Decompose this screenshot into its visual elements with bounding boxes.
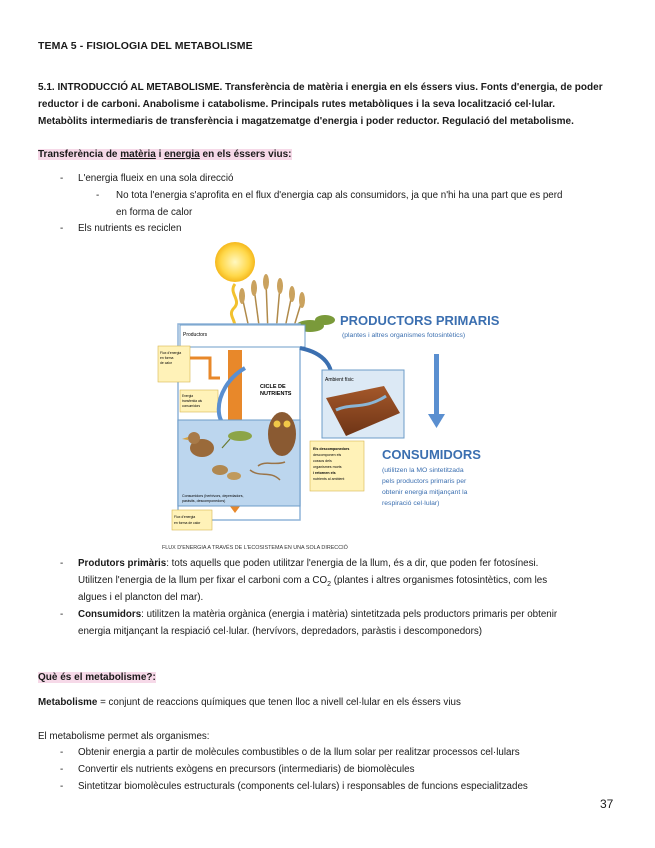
productors-line-2a: Utilitzen l'energia de la llum per fixar el carboni com a CO — [78, 575, 328, 586]
consumidors-sub-1: (utilitzen la MO sintetitzada — [382, 467, 464, 474]
intro-line-2: reductor i de carboni. Anabolisme i catabolisme. Principals rutes metabòliques i la seva localització cel·lular. — [38, 99, 556, 110]
consumers-box-label-2: paràsits, descomponedors) — [182, 499, 226, 503]
metabolisme-intro: El metabolisme permet als organismes: — [38, 731, 210, 742]
page-number: 37 — [600, 797, 614, 811]
subbullet-line-2: en forma de calor — [116, 207, 193, 218]
heading-part-energia: energia — [164, 149, 200, 160]
bullet-productors-line-1 — [78, 555, 538, 572]
consumers-box-label-1: Consumidors (herbívors, depredadors, — [182, 494, 244, 498]
decomposers-label-5: i retornen els — [313, 471, 336, 475]
down-arrow-head — [428, 414, 445, 428]
productors-title: PRODUCTORS PRIMARIS — [340, 313, 500, 328]
productors-subtitle: (plantes i altres organismes fotosintètics) — [342, 332, 466, 339]
bullet-productors-line-3: algues i el plancton del mar). — [78, 592, 204, 603]
productors-box-label: Productors — [183, 332, 208, 338]
section-heading-metabolisme — [38, 671, 156, 685]
consumidors-def: : utilitzen la matèria orgànica (energia i matèria) sintetitzada pels productors primaris per obtenir — [141, 609, 558, 620]
consumidors-sub-4: respiració cel·lular) — [382, 500, 440, 507]
heading-part-c: i — [155, 149, 165, 160]
heading-part-materia: matèria — [120, 149, 156, 160]
page-title: TEMA 5 - FISIOLOGIA DEL METABOLISME — [38, 40, 253, 52]
heat-flux-label-3: de calor — [160, 361, 173, 365]
decomposers-label-1: Els descomponedors — [313, 447, 350, 451]
energy-transfer-label-3: consumidors — [182, 404, 201, 408]
heat-flux-box-bottom — [172, 510, 212, 530]
heat-flux-bottom-label-2: en forma de calor — [174, 521, 201, 525]
list-item-text: Convertir els nutrients exògens en precursors (intermediaris) de biomolècules — [78, 764, 415, 775]
consumidors-term: Consumidors — [78, 609, 142, 620]
heading-part-e: en els éssers vius: — [199, 149, 292, 160]
consumidors-title: CONSUMIDORS — [382, 447, 481, 462]
bullet-consumidors-line-2: energia mitjançant la respiació cel·lular. (hervívors, depredadors, paràstis i descomponedors) — [78, 626, 483, 637]
energy-flow-figure — [150, 238, 510, 552]
sunlight-ray-icon — [231, 284, 236, 330]
intro-line-1 — [38, 79, 616, 96]
bullet-text: Els nutrients es reciclen — [78, 223, 182, 234]
consumidors-sub-2: pels productors primaris per — [382, 478, 467, 485]
owl-icon — [268, 412, 296, 456]
heat-flux-label-1: Flux d'energia — [160, 351, 182, 355]
metabolisme-def: = conjunt de reaccions químiques que tenen lloc a nivell cel·lular en els éssers vius — [97, 697, 461, 708]
metabolisme-definition — [38, 694, 461, 711]
productors-term: Produtors primàris — [78, 558, 167, 569]
decomposers-label-3: cossos dels — [313, 459, 332, 463]
consumidors-sub-3: obtenir energia mitjançant la — [382, 489, 468, 496]
section-heading-transferencia — [38, 148, 292, 162]
bullet-text: L'energia flueix en una sola direcció — [78, 173, 234, 184]
list-item-text: Obtenir energia a partir de molècules combustibles o de la llum solar per realitzar processos cel·lulars — [78, 747, 520, 758]
subbullet-line-1: No tota l'energia s'aprofita en el flux d'energia cap als consumidors, ja que n'hi ha una part que es perd — [116, 190, 563, 201]
wheat-heads-icon — [239, 274, 305, 308]
intro-line-3: Metabòlits intermediaris de transferència i magatzematge d'energia i poder reductor. Regulació del metabolisme. — [38, 116, 574, 127]
down-arrow-shaft — [434, 354, 439, 416]
document-page: TEMA 5 - FISIOLOGIA DEL METABOLISME 5.1. INTRODUCCIÓ AL METABOLISME. Transferència de matèria i energia en els éssers vius. Fonts d'energia, de poder reductor i de carboni. Anabolisme i catabolisme. Principals rutes metabòliques i la seva localització cel·lular. Metabòlits intermediaris de transferència i magatzematge d'energia i poder reductor. Regulació del metabolisme. Transferència de matèria i energia en els éssers vius: - L'energia flueix en una sola direcció - No tota l'energia s'aprofita en el flux d'energia cap als consumidors, ja que n'hi ha una part que es perd en forma de calor - Els nutrients es reciclen Productors Flux d'energia en forma de calor Energia transferida als consumidors CICLE DE NUTRIENTS Ambient físic Consumidors (herbívors, depredadors, paràsits, descomponedors) Els descomponedors descomponen els cossos dels organismes morts i retornen els nutrients al ambient Flux d'energia en forma de calor FLUX D'ENERGIA A TRAVÉS DE L'ECOSISTEMA EN UNA SOLA DIRECCIÓ PRODUCTORS PRIMARIS (plantes i altres organismes fotosintètics) CONSUMIDORS (utilitzen la MO sintetitzada pels productors primaris per obtenir energia mitjançant la respiració cel·lular) - Produtors primàris: tots aquells que poden utilitzar l'energia de la llum, és a dir, que poden fer fotosínesi. Utilitzen l'energia de la llum per fixar el carboni com a $CO_2$ (plantes i altres organismes fotosintètics, com les algues i el plancton del mar). - Consumidors: utilitzen la matèria orgànica (energia i matèria) sintetitzada pels productors primaris per obtenir energia mitjançant la respiació cel·lular. (hervívors, depredadors, paràstis i descomponedors) Què és el metabolisme?: Metabolisme = conjunt de reaccions químiques que tenen lloc a nivell cel·lular en els éssers vius El metabolisme permet als organismes: - Obtenir energia a partir de molècules combustibles o de la llum solar per realitzar processos cel·lulars - Convertir els nutrients exògens en precursors (intermediaris) de biomolècules - Sintetitzar biomolècules estructurals (components cel·lulars) i responsables de funcions especialitzades 37 — [0, 0, 655, 848]
ambient-fisic-label: Ambient físic — [325, 377, 354, 383]
energy-transfer-label-1: Energia — [182, 394, 193, 398]
heat-flux-label-2: en forma — [160, 356, 174, 360]
heat-arrow-top — [190, 358, 220, 378]
energy-transfer-label-2: transferida als — [182, 399, 203, 403]
decomposers-label-4: organismes morts — [313, 465, 342, 469]
figure-caption: FLUX D'ENERGIA A TRAVÉS DE L'ECOSISTEMA EN UNA SOLA DIRECCIÓ — [162, 545, 348, 551]
co2-subscript: 2 — [327, 580, 331, 588]
productors-line-2b: (plantes i altres organismes fotosintètics, com les — [330, 575, 548, 586]
cicle-label-2: NUTRIENTS — [260, 391, 292, 397]
heading-metabolisme-text: Què és el metabolisme?: — [38, 672, 156, 683]
intro-line-1-rest: Transferència de matèria i energia en els éssers vius. Fonts d'energia, de poder — [222, 82, 603, 93]
decomposers-label-2: descomponen els — [313, 453, 342, 457]
intro-paragraph — [38, 79, 616, 130]
heat-flux-bottom-label-1: Flux d'energia — [174, 515, 196, 519]
subbullet-text — [116, 187, 616, 221]
metabolisme-term: Metabolisme — [38, 697, 98, 708]
list-item-text: Sintetitzar biomolècules estructurals (components cel·lulars) i responsables de funcions especialitzades — [78, 781, 528, 792]
cicle-label-1: CICLE DE — [260, 384, 286, 390]
decomposers-label-6: nutrients al ambient — [313, 477, 345, 481]
sun-icon — [215, 242, 255, 282]
productors-def: : tots aquells que poden utilitzar l'energia de la llum, és a dir, que poden fer fotosínesi. — [166, 558, 539, 569]
heading-part-a: Transferència de — [38, 149, 121, 160]
intro-lead: 5.1. INTRODUCCIÓ AL METABOLISME. — [38, 82, 223, 93]
bullet-consumidors-line-1 — [78, 606, 557, 623]
